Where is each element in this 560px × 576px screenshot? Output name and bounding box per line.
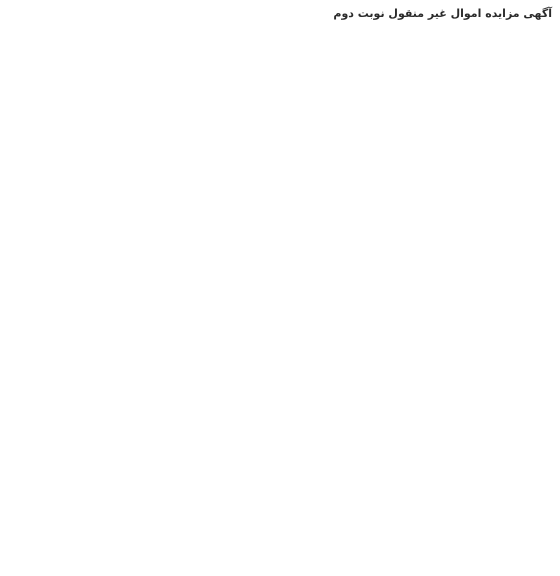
- notice-title: آگهی مزایده اموال غیر منقول نوبت دوم: [333, 7, 552, 20]
